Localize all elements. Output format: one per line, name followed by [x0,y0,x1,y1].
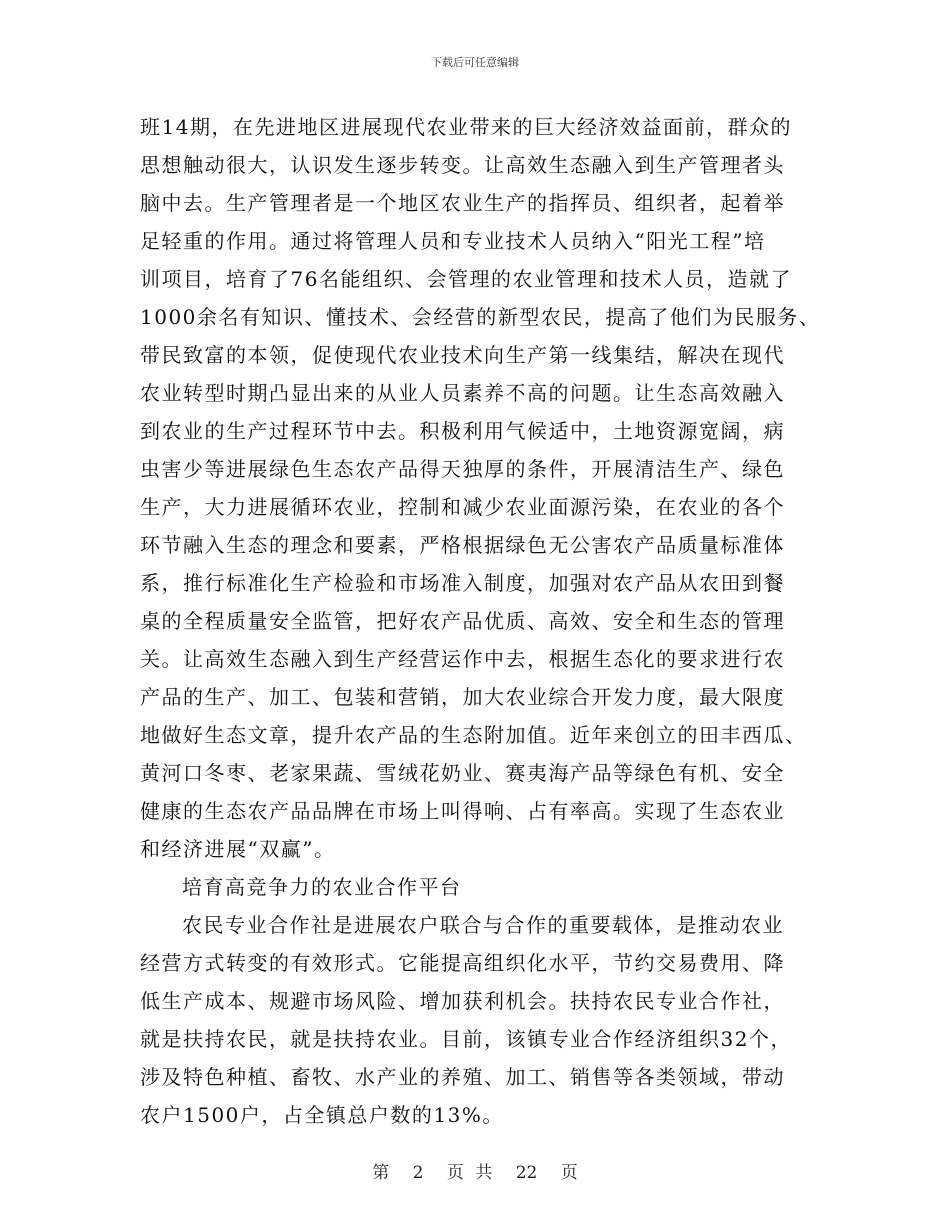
paragraph-2 [140,906,820,1134]
document-body [140,108,820,1134]
text-line: 1000余名有知识、懂技术、会经营的新型农民，提高了他们为民服务、 [140,305,821,329]
text-line: 农业转型时期凸显出来的从业人员素养不高的问题。让生态高效融入 [140,381,785,405]
text-line: 健康的生态农产品品牌在市场上叫得响、占有率高。实现了生态农业 [140,799,785,823]
page-label-suffix: 页 [560,1163,578,1183]
text-line: 虫害少等进展绿色生态农产品得天独厚的条件，开展清洁生产、绿色 [140,457,785,481]
paragraph-1 [140,108,820,868]
page-header-note: 下载后可任意编辑 [431,56,519,69]
text-line: 关。让高效生态融入到生产经营运作中去，根据生态化的要求进行农 [140,647,785,671]
current-page-number: 2 [412,1163,424,1183]
page-footer [0,1158,950,1183]
text-line: 就是扶持农民，就是扶持农业。目前，该镇专业合作经济组织32个， [140,1027,792,1051]
total-pages-number: 22 [515,1163,538,1183]
text-line: 环节融入生态的理念和要素，严格根据绿色无公害农产品质量标准体 [140,533,785,557]
text-line: 训项目，培育了76名能组织、会管理的农业管理和技术人员，造就了 [140,267,792,291]
text-line: 带民致富的本领，促使现代农业技术向生产第一线集结，解决在现代 [140,343,785,367]
text-line: 系，推行标准化生产检验和市场准入制度，加强对农产品从农田到餐 [140,571,785,595]
text-line: 班14期，在先进地区进展现代农业带来的巨大经济效益面前，群众的 [140,115,792,139]
text-line: 经营方式转变的有效形式。它能提高组织化水平，节约交易费用、降 [140,951,785,975]
text-line: 低生产成本、规避市场风险、增加获利机会。扶持农民专业合作社， [140,989,785,1013]
text-line: 农户1500户，占全镇总户数的13%。 [140,1103,504,1127]
text-line: 桌的全程质量安全监管，把好农产品优质、高效、安全和生态的管理 [140,609,785,633]
text-line: 和经济进展“双赢”。 [140,837,336,861]
page-label-mid: 页 共 [446,1163,493,1183]
text-line: 思想触动很大，认识发生逐步转变。让高效生态融入到生产管理者头 [140,153,785,177]
text-line: 农民专业合作社是进展农户联合与合作的重要载体，是推动农业 [182,913,784,937]
text-line: 黄河口冬枣、老家果蔬、雪绒花奶业、赛夷海产品等绿色有机、安全 [140,761,785,785]
text-line: 地做好生态文章，提升农产品的生态附加值。近年来创立的田丰西瓜、 [140,723,807,747]
text-line: 涉及特色种植、畜牧、水产业的养殖、加工、销售等各类领域，带动 [140,1065,785,1089]
text-line: 到农业的生产过程环节中去。积极利用气候适中，土地资源宽阔，病 [140,419,785,443]
text-line: 脑中去。生产管理者是一个地区农业生产的指挥员、组织者，起着举 [140,191,785,215]
text-line: 产品的生产、加工、包装和营销，加大农业综合开发力度，最大限度 [140,685,785,709]
section-heading: 培育高竞争力的农业合作平台 [182,875,462,899]
text-line: 生产，大力进展循环农业，控制和减少农业面源污染，在农业的各个 [140,495,785,519]
page-label-prefix: 第 [372,1163,390,1183]
text-line: 足轻重的作用。通过将管理人员和专业技术人员纳入“阳光工程”培 [140,229,766,253]
